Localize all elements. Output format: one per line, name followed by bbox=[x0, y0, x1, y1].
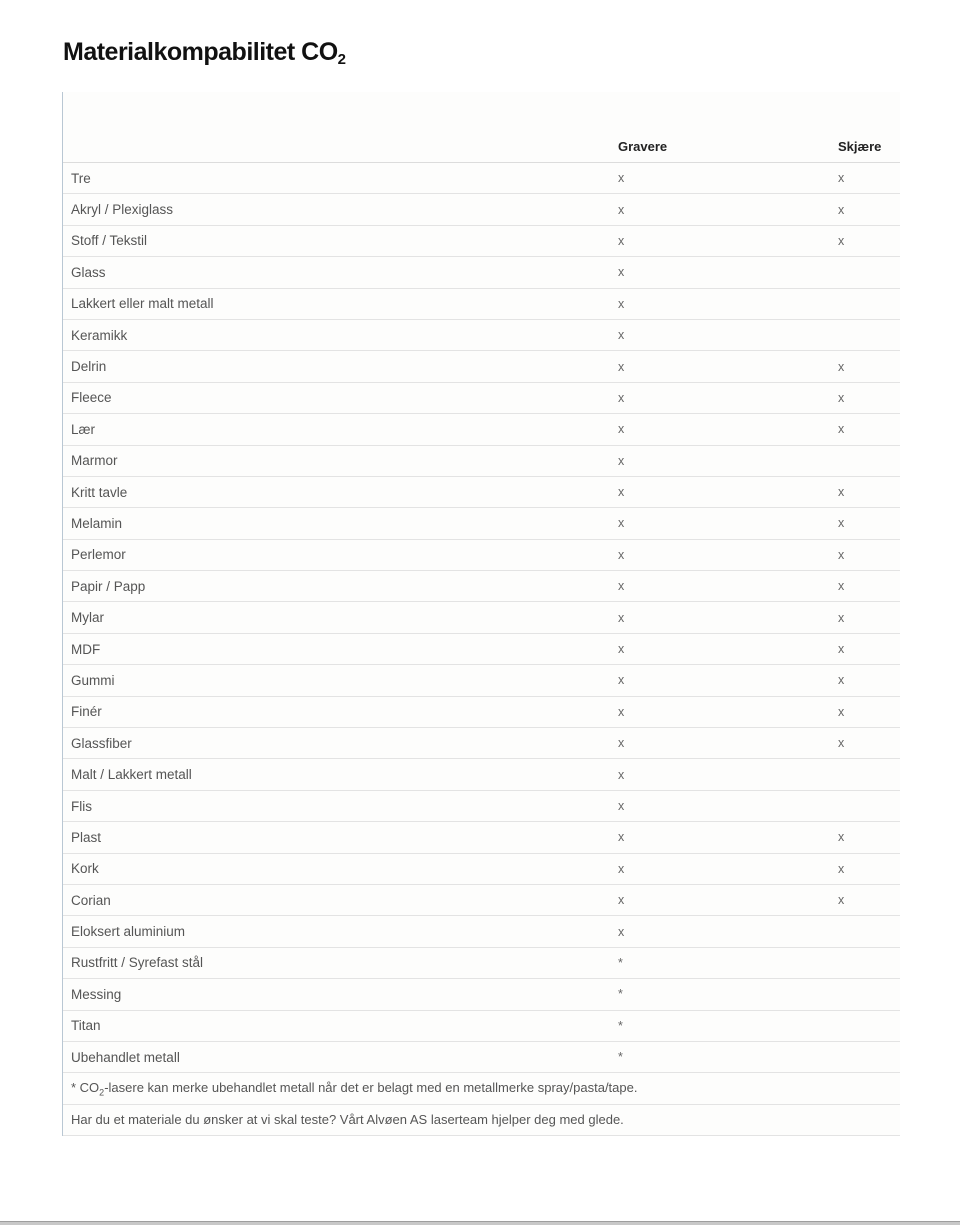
skjaere-cell: x bbox=[830, 476, 900, 507]
table-row bbox=[63, 476, 900, 507]
material-cell: Akryl / Plexiglass bbox=[63, 194, 610, 225]
gravere-cell: x bbox=[610, 288, 830, 319]
table-row bbox=[63, 947, 900, 978]
skjaere-cell bbox=[830, 947, 900, 978]
skjaere-cell bbox=[830, 916, 900, 947]
contact-note: Har du et materiale du ønsker at vi skal teste? Vårt Alvøen AS laserteam hjelper deg med glede. bbox=[63, 1104, 900, 1135]
gravere-cell: x bbox=[610, 916, 830, 947]
material-cell: Glassfiber bbox=[63, 728, 610, 759]
contact-note-row bbox=[63, 1104, 900, 1135]
table-row bbox=[63, 602, 900, 633]
table-row bbox=[63, 163, 900, 194]
table-row bbox=[63, 539, 900, 570]
gravere-cell: x bbox=[610, 696, 830, 727]
header-skjaere: Skjære bbox=[830, 92, 900, 163]
footnote-prefix: * CO bbox=[71, 1079, 100, 1095]
gravere-cell: x bbox=[610, 163, 830, 194]
skjaere-cell: x bbox=[830, 884, 900, 915]
skjaere-cell bbox=[830, 759, 900, 790]
table-row bbox=[63, 853, 900, 884]
skjaere-cell: x bbox=[830, 508, 900, 539]
material-cell: Kork bbox=[63, 853, 610, 884]
gravere-cell: x bbox=[610, 665, 830, 696]
table-row bbox=[63, 633, 900, 664]
table-body bbox=[63, 163, 900, 1136]
gravere-cell: x bbox=[610, 382, 830, 413]
gravere-cell: * bbox=[610, 979, 830, 1010]
material-cell: MDF bbox=[63, 633, 610, 664]
gravere-cell: x bbox=[610, 884, 830, 915]
page-title bbox=[63, 38, 346, 68]
table-row bbox=[63, 225, 900, 256]
material-cell: Finér bbox=[63, 696, 610, 727]
material-cell: Mylar bbox=[63, 602, 610, 633]
gravere-cell: * bbox=[610, 1041, 830, 1072]
page-title-subscript: 2 bbox=[337, 51, 346, 68]
skjaere-cell bbox=[830, 979, 900, 1010]
gravere-cell: x bbox=[610, 194, 830, 225]
material-compatibility-table bbox=[63, 92, 900, 1136]
material-cell: Corian bbox=[63, 884, 610, 915]
skjaere-cell: x bbox=[830, 194, 900, 225]
gravere-cell: * bbox=[610, 947, 830, 978]
table-row bbox=[63, 571, 900, 602]
skjaere-cell: x bbox=[830, 696, 900, 727]
skjaere-cell: x bbox=[830, 414, 900, 445]
table-row bbox=[63, 916, 900, 947]
material-cell: Rustfritt / Syrefast stål bbox=[63, 947, 610, 978]
gravere-cell: x bbox=[610, 225, 830, 256]
gravere-cell: x bbox=[610, 508, 830, 539]
horizontal-scrollbar[interactable] bbox=[0, 1221, 960, 1225]
footnote-row bbox=[63, 1073, 900, 1104]
gravere-cell: x bbox=[610, 633, 830, 664]
material-cell: Marmor bbox=[63, 445, 610, 476]
skjaere-cell: x bbox=[830, 665, 900, 696]
skjaere-cell bbox=[830, 1010, 900, 1041]
material-cell: Tre bbox=[63, 163, 610, 194]
footnote-text: -lasere kan merke ubehandlet metall når det er belagt med en metallmerke spray/pasta/tape. bbox=[104, 1079, 638, 1095]
material-cell: Lær bbox=[63, 414, 610, 445]
gravere-cell: x bbox=[610, 539, 830, 570]
table-row bbox=[63, 319, 900, 350]
footnote-subscript: 2 bbox=[99, 1087, 105, 1098]
skjaere-cell: x bbox=[830, 225, 900, 256]
skjaere-cell: x bbox=[830, 602, 900, 633]
skjaere-cell: x bbox=[830, 539, 900, 570]
skjaere-cell: x bbox=[830, 571, 900, 602]
skjaere-cell: x bbox=[830, 728, 900, 759]
material-cell: Papir / Papp bbox=[63, 571, 610, 602]
skjaere-cell: x bbox=[830, 853, 900, 884]
material-cell: Eloksert aluminium bbox=[63, 916, 610, 947]
material-cell: Titan bbox=[63, 1010, 610, 1041]
skjaere-cell bbox=[830, 257, 900, 288]
gravere-cell: x bbox=[610, 571, 830, 602]
skjaere-cell: x bbox=[830, 382, 900, 413]
material-cell: Kritt tavle bbox=[63, 476, 610, 507]
gravere-cell: x bbox=[610, 602, 830, 633]
skjaere-cell bbox=[830, 1041, 900, 1072]
skjaere-cell: x bbox=[830, 163, 900, 194]
gravere-cell: * bbox=[610, 1010, 830, 1041]
gravere-cell: x bbox=[610, 445, 830, 476]
table-row bbox=[63, 728, 900, 759]
material-cell: Stoff / Tekstil bbox=[63, 225, 610, 256]
skjaere-cell: x bbox=[830, 351, 900, 382]
material-cell: Gummi bbox=[63, 665, 610, 696]
skjaere-cell: x bbox=[830, 633, 900, 664]
skjaere-cell: x bbox=[830, 822, 900, 853]
material-cell: Lakkert eller malt metall bbox=[63, 288, 610, 319]
material-compatibility-table-container bbox=[62, 92, 900, 1136]
gravere-cell: x bbox=[610, 759, 830, 790]
material-cell: Delrin bbox=[63, 351, 610, 382]
table-row bbox=[63, 884, 900, 915]
table-row bbox=[63, 1041, 900, 1072]
skjaere-cell bbox=[830, 319, 900, 350]
gravere-cell: x bbox=[610, 319, 830, 350]
material-cell: Fleece bbox=[63, 382, 610, 413]
table-row bbox=[63, 508, 900, 539]
table-row bbox=[63, 382, 900, 413]
table-row bbox=[63, 194, 900, 225]
material-cell: Glass bbox=[63, 257, 610, 288]
gravere-cell: x bbox=[610, 414, 830, 445]
skjaere-cell bbox=[830, 445, 900, 476]
table-row bbox=[63, 1010, 900, 1041]
page-title-text: Materialkompabilitet CO bbox=[63, 38, 338, 66]
table-row bbox=[63, 445, 900, 476]
table-row bbox=[63, 257, 900, 288]
material-cell: Perlemor bbox=[63, 539, 610, 570]
table-row bbox=[63, 414, 900, 445]
gravere-cell: x bbox=[610, 351, 830, 382]
gravere-cell: x bbox=[610, 476, 830, 507]
skjaere-cell bbox=[830, 288, 900, 319]
material-cell: Malt / Lakkert metall bbox=[63, 759, 610, 790]
material-cell: Flis bbox=[63, 790, 610, 821]
footnote bbox=[63, 1073, 900, 1104]
gravere-cell: x bbox=[610, 728, 830, 759]
gravere-cell: x bbox=[610, 853, 830, 884]
material-cell: Keramikk bbox=[63, 319, 610, 350]
table-row bbox=[63, 288, 900, 319]
gravere-cell: x bbox=[610, 257, 830, 288]
header-material bbox=[63, 92, 610, 163]
material-cell: Plast bbox=[63, 822, 610, 853]
gravere-cell: x bbox=[610, 822, 830, 853]
table-row bbox=[63, 822, 900, 853]
material-cell: Messing bbox=[63, 979, 610, 1010]
table-row bbox=[63, 979, 900, 1010]
material-cell: Melamin bbox=[63, 508, 610, 539]
header-gravere: Gravere bbox=[610, 92, 830, 163]
table-row bbox=[63, 696, 900, 727]
table-header-row bbox=[63, 92, 900, 163]
table-row bbox=[63, 351, 900, 382]
skjaere-cell bbox=[830, 790, 900, 821]
table-row bbox=[63, 759, 900, 790]
material-cell: Ubehandlet metall bbox=[63, 1041, 610, 1072]
table-row bbox=[63, 790, 900, 821]
table-row bbox=[63, 665, 900, 696]
gravere-cell: x bbox=[610, 790, 830, 821]
